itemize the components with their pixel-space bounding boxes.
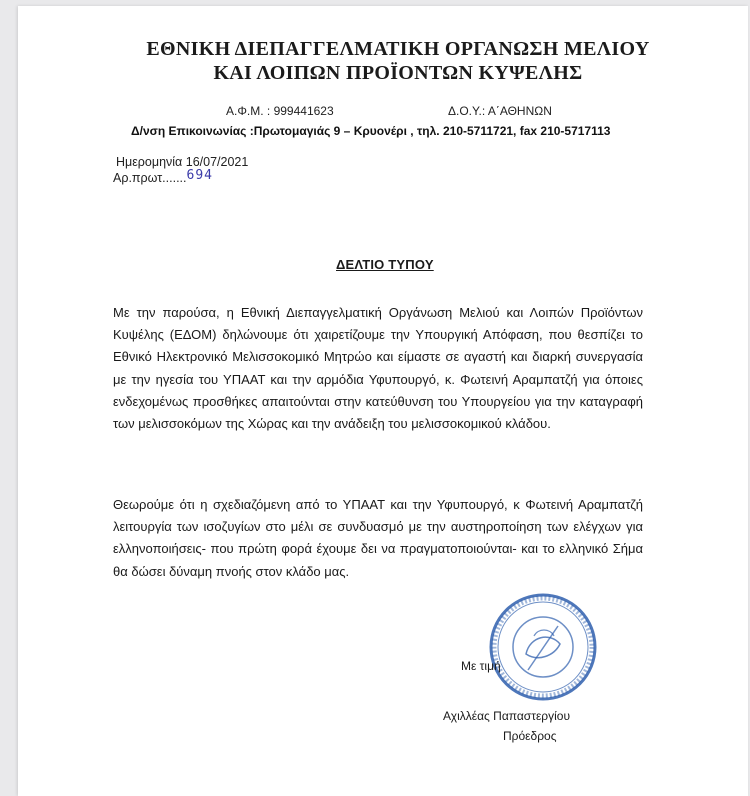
document-page [18, 6, 748, 796]
organization-name-line1: ΕΘΝΙΚΗ ΔΙΕΠΑΓΓΕΛΜΑΤΙΚΗ ΟΡΓΑΝΩΣΗ ΜΕΛΙΟΥ [146, 38, 650, 60]
tax-office: Δ.Ο.Υ.: Α΄ΑΘΗΝΩΝ [448, 104, 552, 118]
body-paragraph-2: Θεωρούμε ότι η σχεδιαζόμενη από το ΥΠΑΑΤ και την Υφυπουργό, κ Φωτεινή Αραμπατζή λειτουργία των ισοζυγίων στο μέλι σε συνδυασμό με την αυστηροποίηση των ελέγχων για ελληνοποιήσεις- που πρώτη φορά έχουμε δει να πραγματοποιούνται- και το ελληνικό Σήμα θα δώσει δύναμη πνοής στον κλάδο μας. [113, 497, 643, 579]
body-paragraph-1: Με την παρούσα, η Εθνική Διεπαγγελματική Οργάνωση Μελιού και Λοιπών Προϊόντων Κυψέλης (ΕΔΟΜ) δηλώνουμε ότι χαιρετίζουμε την Υπουργική Απόφαση, που θεσπίζει το Εθνικό Ηλεκτρονικό Μελισσοκομικό Μητρώο και είμαστε σε αγαστή και διαρκή συνεργασία με την ηγεσία του ΥΠΑΑΤ και την αρμόδια Υφυπουργό, κ. Φωτεινή Αραμπατζή για όποιες ενδεχομένως προσθήκες απαιτούνται στην κατεύθυνση του Υπουργείου για την καταγραφή των μελισσοκόμων της Χώρας και την ανάδειξη του μελισσοκομικού κλάδου. [113, 305, 643, 432]
signature-closing: Με τιμή [461, 659, 501, 673]
tax-id: Α.Φ.Μ. : 999441623 [226, 104, 334, 118]
protocol-handwritten-number: 694 [186, 168, 213, 183]
document-title: ΔΕΛΤΙΟ ΤΥΠΟΥ [336, 257, 434, 272]
organization-stamp-icon [488, 592, 598, 702]
protocol-number [113, 168, 213, 186]
signer-name: Αχιλλέας Παπαστεργίου [443, 709, 571, 723]
document-date: Ημερομηνία 16/07/2021 [116, 155, 249, 169]
contact-address: Δ/νση Επικοινωνίας :Πρωτομαγιάς 9 – Κρυονέρι , τηλ. 210-5711721, fax 210-5717113 [131, 124, 611, 138]
organization-name-line2: ΚΑΙ ΛΟΙΠΩΝ ΠΡΟΪΟΝΤΩΝ ΚΥΨΕΛΗΣ [213, 62, 583, 84]
signer-role: Πρόεδρος [503, 729, 557, 743]
protocol-label: Αρ.πρωτ....... [113, 171, 187, 185]
